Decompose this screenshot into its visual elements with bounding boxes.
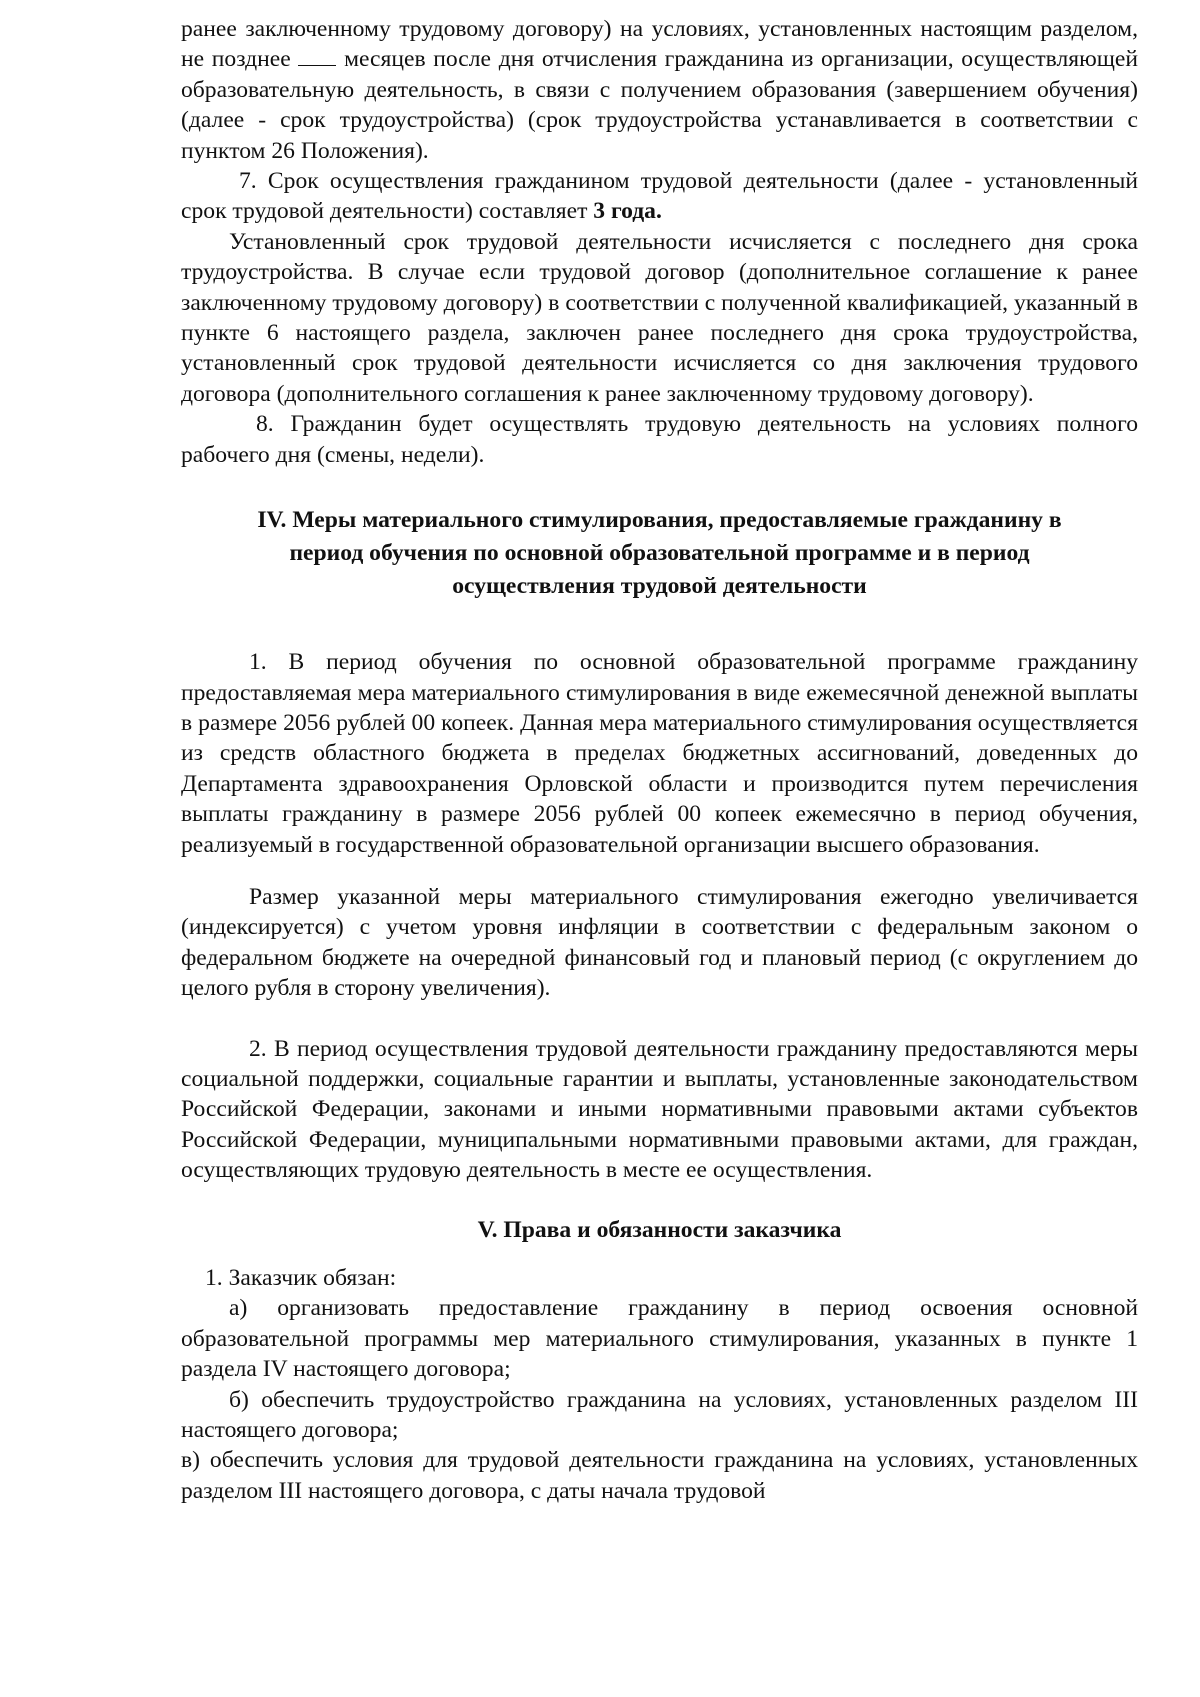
section4-p1: 1. В период обучения по основной образовательной программе гражданину предоставляемая мера материального стимулирования в виде ежемесячной денежной выплаты в размере 2056 рублей 00 копеек. Данная мера материального стимулирования осуществляется из средств областного бюджета в пределах бюджетных ассигнований, доведенных до Департамента здравоохранения Орловской области и производится путем перечисления выплаты гражданину в размере 2056 рублей 00 копеек ежемесячно в период обучения, реализуемый в государственной образовательной организации высшего образования. [181,649,1138,858]
section4-heading-line2: период обучения по основной образовательной программе и в период [289,540,1030,567]
section4-p1-2: Размер указанной меры материального стимулирования ежегодно увеличивается (индексируется) с учетом уровня инфляции в соответствии с федеральным законом о федеральном бюджете на очередной финансовый год и плановый период (с округлением до целого рубля в сторону увеличения). [181,883,1138,1002]
section3-p7-2: Установленный срок трудовой деятельности исчисляется с последнего дня срока трудоустройства. В случае если трудовой договор (дополнительное соглашение к ранее заключенному трудовому договору) в соответствии с полученной квалификацией, указанный в пункте 6 настоящего раздела, заключен ранее последнего дня срока трудоустройства, установленный срок трудовой деятельности исчисляется со дня заключения трудового договора (дополнительного соглашения к ранее заключенному трудовому договору). [181,228,1138,407]
section4-heading-line1: IV. Меры материального стимулирования, предоставляемые гражданину в [257,507,1062,534]
section3-p7 [181,166,1138,227]
section5-p1: 1. Заказчик обязан: [205,1265,397,1291]
section5-pb: б) обеспечить трудоустройство гражданина на условиях, установленных разделом III настоящего договора; [181,1386,1138,1444]
section4-heading [181,504,1138,603]
section5-pc: в) обеспечить условия для трудовой деятельности гражданина на условиях, установленных разделом III настоящего договора, с даты начала трудовой [181,1447,1138,1504]
section3-p8: 8. Гражданин будет осуществлять трудовую деятельность на условиях полного рабочего дня (смены, недели). [181,411,1138,468]
section5-heading: V. Права и обязанности заказчика [477,1216,842,1243]
blank-field [298,47,336,66]
section4-heading-line3: осуществления трудовой деятельности [452,573,867,600]
p6-text-b: месяцев после дня отчисления гражданина из организации, осуществляющей образовательную деятельность, в связи с получением образования (завершением обучения) (далее - срок трудоустройства) (срок трудоустройства устанавливается в соответствии с пунктом 26 Положения). [181,46,1139,164]
document-page [181,14,1138,1506]
section4-p2: 2. В период осуществления трудовой деятельности гражданину предоставляются меры социальной поддержки, социальные гарантии и выплаты, установленные законодательством Российской Федерации, законами и иными нормативными правовыми актами субъектов Российской Федерации, муниципальными нормативными правовыми актами, для граждан, осуществляющих трудовую деятельность в месте ее осуществления. [181,1035,1138,1184]
p7-text: 7. Срок осуществления гражданином трудовой деятельности (далее - установленный срок трудовой деятельности) составляет [181,168,1138,225]
section5-pa: а) организовать предоставление гражданину в период освоения основной образовательной программы мер материального стимулирования, указанных в пункте 1 раздела IV настоящего договора; [181,1295,1138,1383]
section3-p6-continuation [181,14,1138,166]
p7-bold-term: 3 года. [593,198,662,225]
p6-text-a: ранее заключенному трудовому договору) на условиях, установленных настоящим разделом, не позднее [181,16,1138,73]
